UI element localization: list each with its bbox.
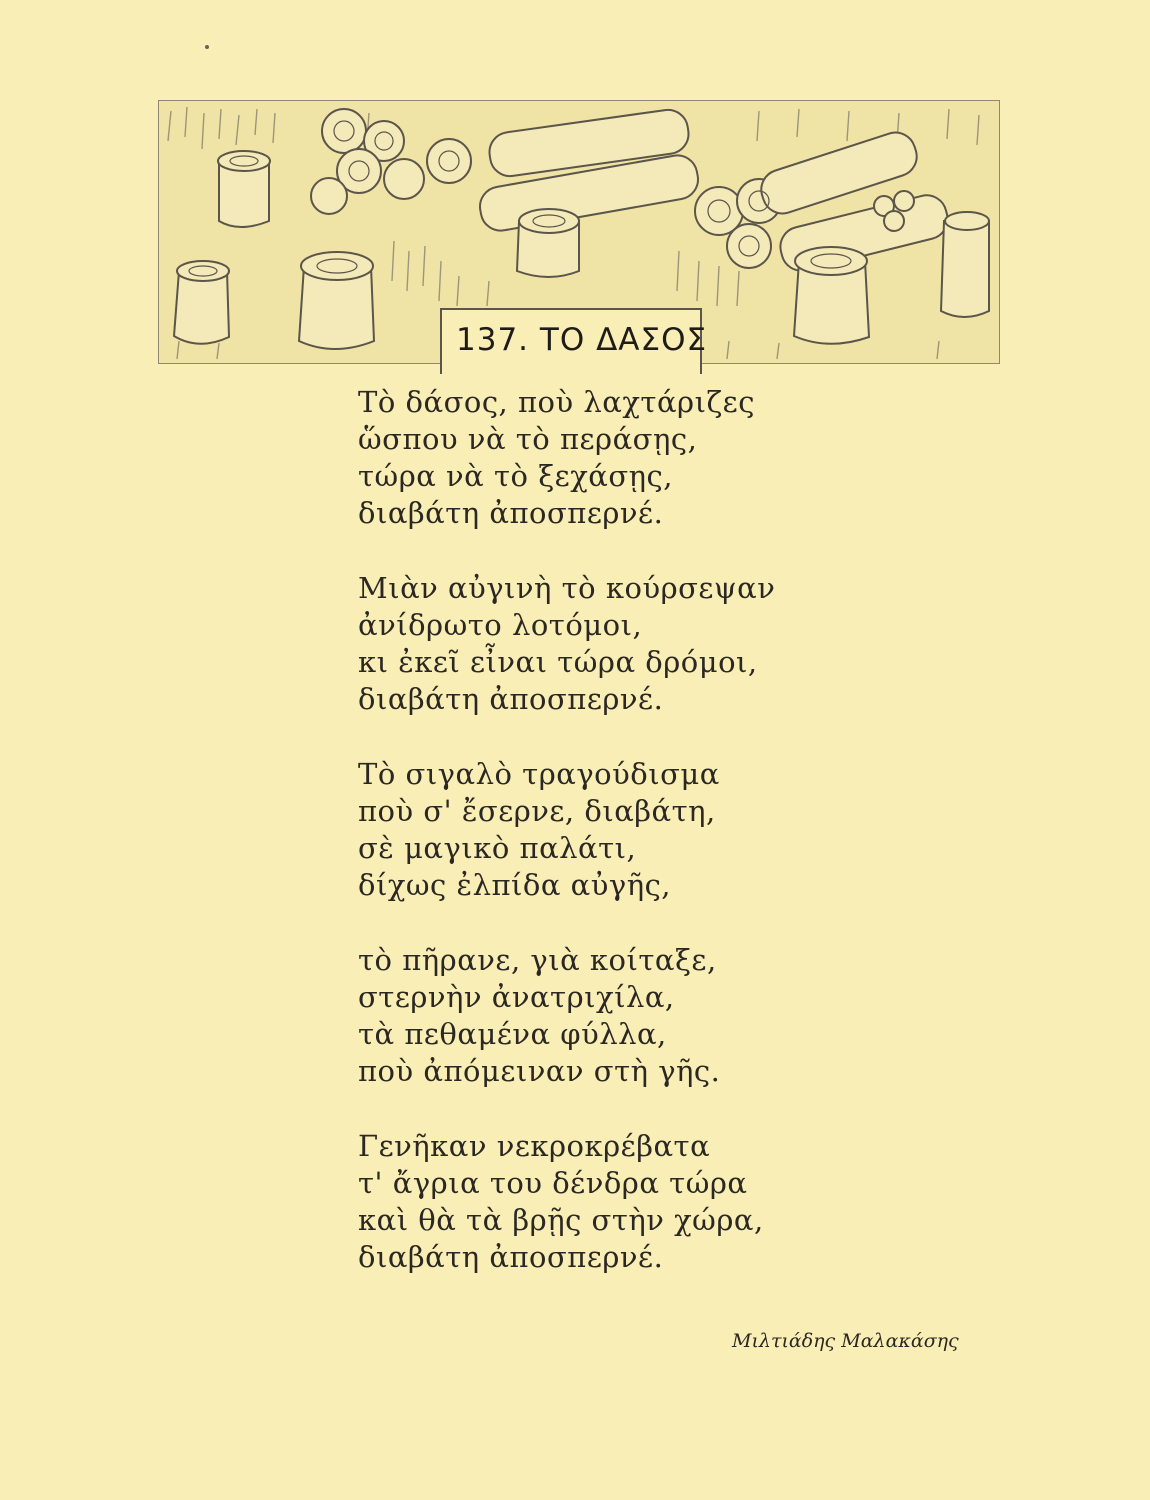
poem-line: δίχως ἐλπίδα αὐγῆς,: [358, 868, 672, 902]
poem-line: Τὸ σιγαλὸ τραγούδισμα: [358, 757, 720, 791]
poem-line: τὰ πεθαμένα φύλλα,: [358, 1017, 667, 1051]
poem-line: στερνὴν ἀνατριχίλα,: [358, 980, 675, 1014]
poem-line: Μιὰν αὐγινὴ τὸ κούρσεψαν: [358, 571, 776, 605]
poem-line: καὶ θὰ τὰ βρῇς στὴν χώρα,: [358, 1203, 764, 1237]
poem-line: τ' ἄγρια του δένδρα τώρα: [358, 1166, 748, 1200]
poem-title: 137. ΤΟ ΔΑΣΟΣ: [456, 322, 708, 358]
stanza: [358, 942, 818, 1090]
poem-line: ὥσπου νὰ τὸ περάσῃς,: [358, 422, 698, 456]
poem-line: διαβάτη ἀποσπερνέ.: [358, 682, 664, 716]
stanza: [358, 1128, 818, 1276]
poem-line: Τὸ δάσος, ποὺ λαχτάριζες: [358, 385, 755, 419]
poem-author: Μιλτιάδης Μαλακάσης: [732, 1330, 959, 1352]
poem-line: σὲ μαγικὸ παλάτι,: [358, 831, 637, 865]
stanza: [358, 756, 818, 904]
poem-line: Γενῆκαν νεκροκρέβατα: [358, 1129, 711, 1163]
poem-line: τὸ πῆρανε, γιὰ κοίταξε,: [358, 943, 717, 977]
poem-line: τώρα νὰ τὸ ξεχάσῃς,: [358, 459, 673, 493]
poem-line: ποὺ σ' ἔσερνε, διαβάτη,: [358, 794, 716, 828]
poem-line: κι ἐκεῖ εἶναι τώρα δρόμοι,: [358, 645, 758, 679]
poem-line: ἀνίδρωτο λοτόμοι,: [358, 608, 643, 642]
page-speck: [205, 45, 209, 49]
poem-line: διαβάτη ἀποσπερνέ.: [358, 1240, 664, 1274]
poem-body: [358, 384, 818, 1314]
stanza: [358, 384, 818, 532]
stanza: [358, 570, 818, 718]
poem-line: διαβάτη ἀποσπερνέ.: [358, 496, 664, 530]
poem-line: ποὺ ἀπόμειναν στὴ γῆς.: [358, 1054, 721, 1088]
